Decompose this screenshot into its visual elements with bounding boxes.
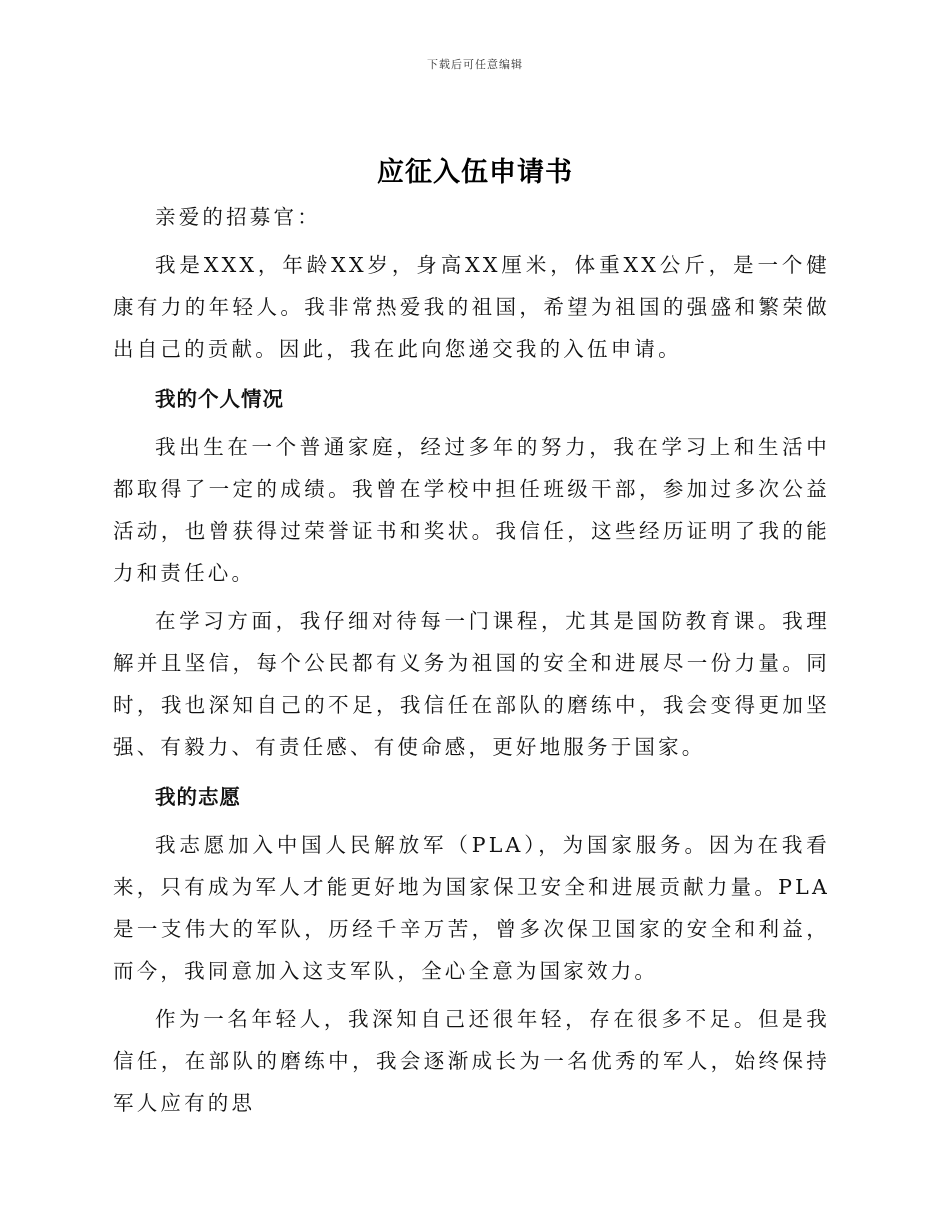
- document-body: [113, 196, 830, 1124]
- document-title: 应征入伍申请书: [377, 157, 573, 188]
- personal-paragraph-1: 我出生在一个普通家庭，经过多年的努力，我在学习上和生活中都取得了一定的成绩。我曾在学校中担任班级干部，参加过多次公益活动，也曾获得过荣誉证书和奖状。我信任，这些经历证明了我的能力和责任心。: [113, 435, 830, 585]
- personal-paragraph-2: 在学习方面，我仔细对待每一门课程，尤其是国防教育课。我理解并且坚信，每个公民都有义务为祖国的安全和进展尽一份力量。同时，我也深知自己的不足，我信任在部队的磨练中，我会变得更加坚强、有毅力、有责任感、有使命感，更好地服务于国家。: [113, 609, 830, 759]
- intro-paragraph: 我是XXX，年龄XX岁，身高XX厘米，体重XX公斤，是一个健康有力的年轻人。我非常热爱我的祖国，希望为祖国的强盛和繁荣做出自己的贡献。因此，我在此向您递交我的入伍申请。: [113, 253, 830, 361]
- section-heading-aspiration: 我的志愿: [155, 785, 241, 809]
- salutation: 亲爱的招募官：: [155, 205, 321, 229]
- aspiration-paragraph-2: 作为一名年轻人，我深知自己还很年轻，存在很多不足。但是我信任，在部队的磨练中，我会逐渐成长为一名优秀的军人，始终保持军人应有的思: [113, 1007, 830, 1115]
- section-heading-personal: 我的个人情况: [155, 387, 284, 411]
- aspiration-paragraph-1: 我志愿加入中国人民解放军（PLA），为国家服务。因为在我看来，只有成为军人才能更好地为国家保卫安全和进展贡献力量。PLA是一支伟大的军队，历经千辛万苦，曾多次保卫国家的安全和利益，而今，我同意加入这支军队，全心全意为国家效力。: [113, 833, 830, 983]
- page-header-note: 下载后可任意编辑: [427, 58, 523, 71]
